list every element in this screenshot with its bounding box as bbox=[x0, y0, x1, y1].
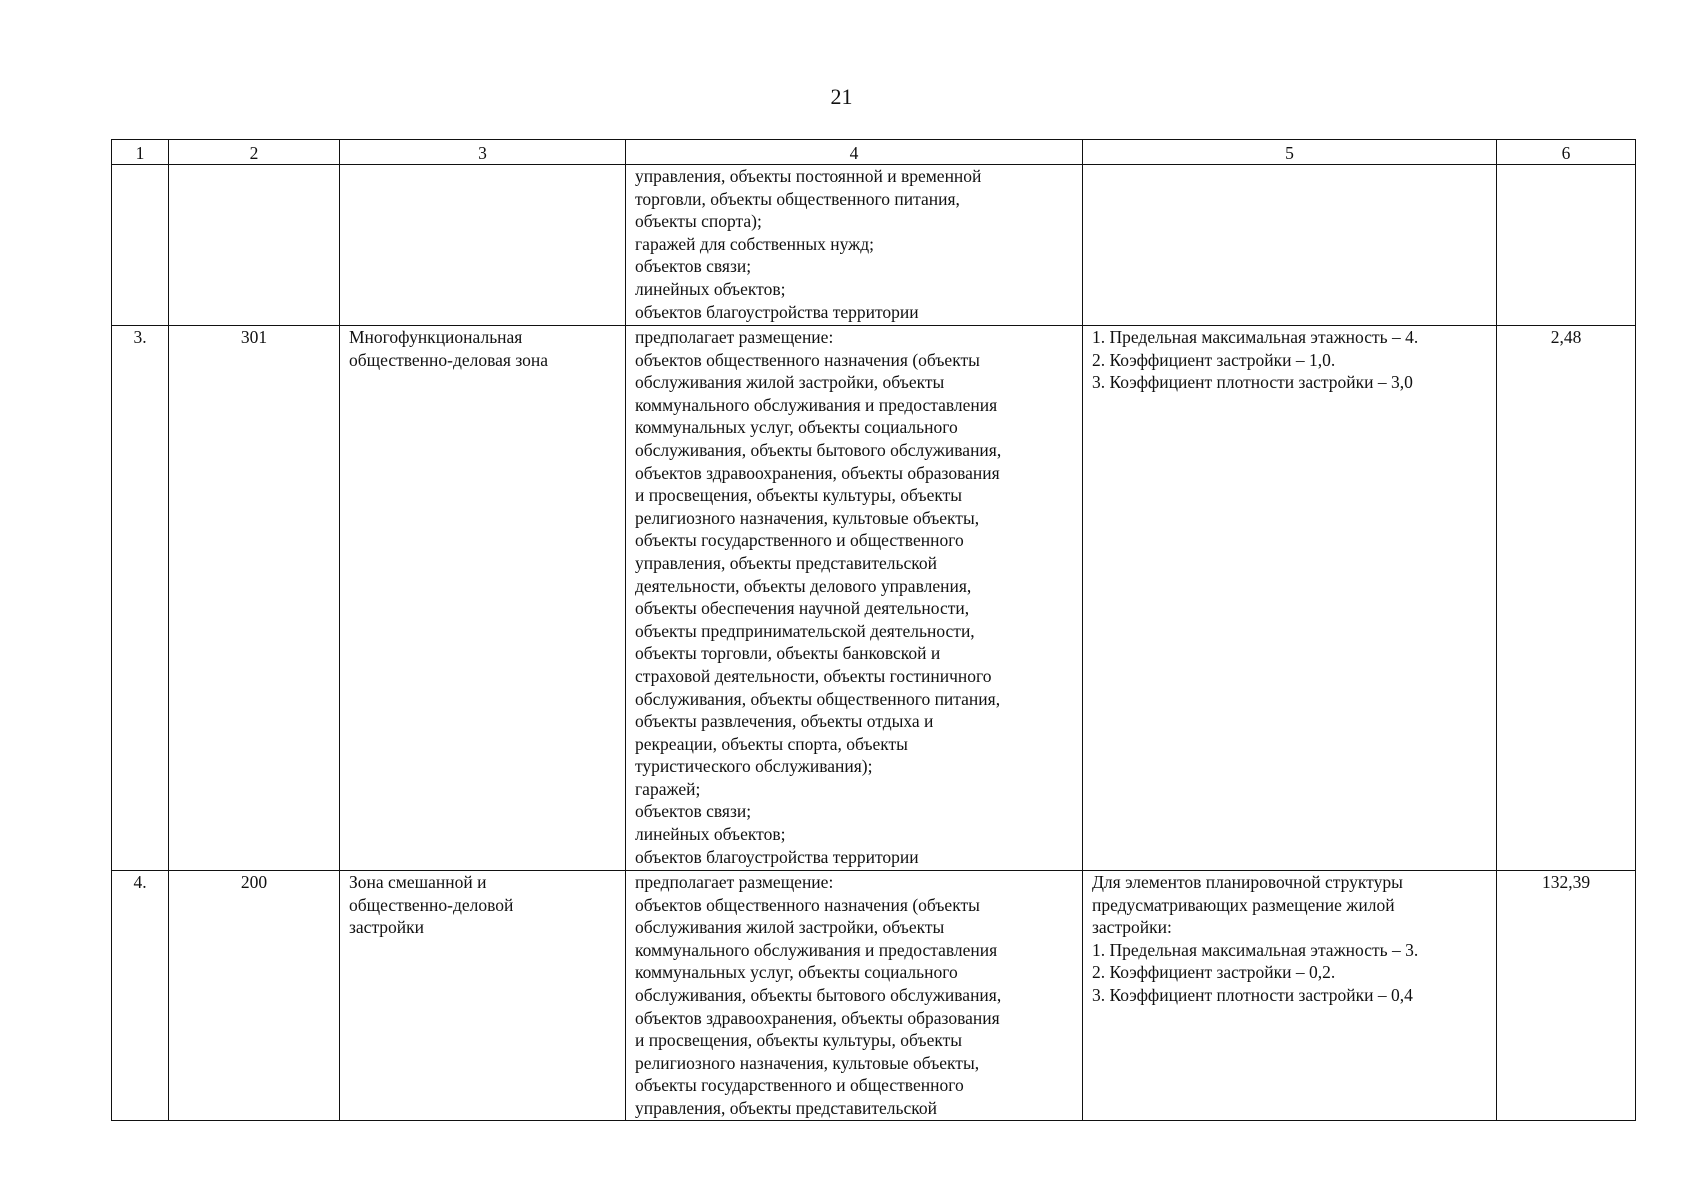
table-body bbox=[112, 165, 1636, 1121]
header-col-5: 5 bbox=[1083, 140, 1497, 165]
parameters-cell-line: Для элементов планировочной структуры bbox=[1092, 872, 1403, 892]
permitted-uses-cell-line: обслуживания, объекты бытового обслуживания, bbox=[635, 439, 1002, 460]
zone-name-cell-line: Зона смешанной и bbox=[349, 872, 487, 892]
permitted-uses-cell-line: предполагает размещение: bbox=[635, 327, 834, 347]
permitted-uses-cell-line: управления, объекты постоянной и временной bbox=[635, 166, 982, 186]
parameters-cell-line: предусматривающих размещение жилой bbox=[1092, 894, 1395, 915]
parameters-cell-line: 2. Коэффициент застройки – 0,2. bbox=[1092, 962, 1336, 983]
permitted-uses-cell-line: обслуживания жилой застройки, объекты bbox=[635, 372, 945, 393]
table-row bbox=[112, 326, 1636, 871]
row-number-cell bbox=[112, 165, 169, 326]
zone-name-cell-line: застройки bbox=[349, 917, 425, 938]
permitted-uses-cell bbox=[626, 165, 1083, 326]
permitted-uses-cell-line: и просвещения, объекты культуры, объекты bbox=[635, 1030, 963, 1051]
table-row bbox=[112, 871, 1636, 1121]
parameters-cell bbox=[1083, 165, 1497, 326]
permitted-uses-cell-line: религиозного назначения, культовые объекты, bbox=[635, 1052, 980, 1073]
permitted-uses-cell-line: страховой деятельности, объекты гостиничного bbox=[635, 665, 992, 686]
permitted-uses-cell-line: объектов благоустройства территории bbox=[635, 846, 919, 867]
zone-name-cell-line: Многофункциональная bbox=[349, 327, 523, 347]
permitted-uses-cell-line: коммунальных услуг, объекты социального bbox=[635, 962, 958, 983]
zone-name-cell-line: общественно-деловая зона bbox=[349, 349, 549, 370]
zone-name-cell bbox=[340, 165, 626, 326]
permitted-uses-cell-line: управления, объекты представительской bbox=[635, 1097, 937, 1118]
parameters-cell-line: 2. Коэффициент застройки – 1,0. bbox=[1092, 349, 1336, 370]
permitted-uses-cell-line: туристического обслуживания); bbox=[635, 756, 873, 777]
area-cell bbox=[1497, 165, 1636, 326]
permitted-uses-cell-line: деятельности, объекты делового управления, bbox=[635, 575, 972, 596]
permitted-uses-cell-line: объекты спорта); bbox=[635, 211, 762, 232]
permitted-uses-cell-line: гаражей для собственных нужд; bbox=[635, 233, 875, 254]
permitted-uses-cell-line: обслуживания жилой застройки, объекты bbox=[635, 917, 945, 938]
permitted-uses-cell-line: объекты государственного и общественного bbox=[635, 1075, 964, 1096]
zone-code-cell bbox=[169, 165, 340, 326]
permitted-uses-cell-line: рекреации, объекты спорта, объекты bbox=[635, 733, 908, 754]
permitted-uses-cell-line: объекты развлечения, объекты отдыха и bbox=[635, 711, 934, 732]
area-cell: 132,39 bbox=[1497, 871, 1636, 1121]
header-col-1: 1 bbox=[112, 140, 169, 165]
permitted-uses-cell-line: гаражей; bbox=[635, 778, 701, 799]
header-row bbox=[112, 140, 1636, 165]
permitted-uses-cell-line: объектов здравоохранения, объекты образования bbox=[635, 1007, 1000, 1028]
page-number: 21 bbox=[830, 84, 853, 109]
permitted-uses-cell-line: объекты торговли, объекты банковской и bbox=[635, 643, 941, 664]
permitted-uses-cell-line: торговли, объекты общественного питания, bbox=[635, 188, 960, 209]
area-cell: 2,48 bbox=[1497, 326, 1636, 871]
parameters-cell-line: 3. Коэффициент плотности застройки – 3,0 bbox=[1092, 372, 1413, 393]
row-number-cell: 4. bbox=[112, 871, 169, 1121]
permitted-uses-cell-line: объекты обеспечения научной деятельности, bbox=[635, 598, 970, 619]
permitted-uses-cell-line: объектов связи; bbox=[635, 256, 752, 277]
permitted-uses-cell-line: религиозного назначения, культовые объекты, bbox=[635, 507, 980, 528]
parameters-cell-line: 1. Предельная максимальная этажность – 4. bbox=[1092, 327, 1419, 347]
permitted-uses-cell-line: обслуживания, объекты бытового обслуживания, bbox=[635, 984, 1002, 1005]
zone-name-cell bbox=[340, 871, 626, 1121]
zone-code-cell: 200 bbox=[169, 871, 340, 1121]
permitted-uses-cell-line: коммунальных услуг, объекты социального bbox=[635, 417, 958, 438]
permitted-uses-cell-line: объектов общественного назначения (объекты bbox=[635, 349, 980, 370]
permitted-uses-cell-line: объектов здравоохранения, объекты образования bbox=[635, 462, 1000, 483]
permitted-uses-cell-line: объекты предпринимательской деятельности, bbox=[635, 620, 975, 641]
row-number-cell: 3. bbox=[112, 326, 169, 871]
permitted-uses-cell bbox=[626, 326, 1083, 871]
parameters-cell-line: 1. Предельная максимальная этажность – 3. bbox=[1092, 939, 1419, 960]
permitted-uses-cell-line: и просвещения, объекты культуры, объекты bbox=[635, 485, 963, 506]
permitted-uses-cell-line: объектов благоустройства территории bbox=[635, 301, 919, 322]
zone-code-cell: 301 bbox=[169, 326, 340, 871]
table-row bbox=[112, 165, 1636, 326]
header-col-2: 2 bbox=[169, 140, 340, 165]
header-col-3: 3 bbox=[340, 140, 626, 165]
permitted-uses-cell-line: линейных объектов; bbox=[635, 278, 786, 299]
parameters-cell-line: застройки: bbox=[1092, 917, 1172, 938]
permitted-uses-cell-line: линейных объектов; bbox=[635, 824, 786, 845]
parameters-cell bbox=[1083, 871, 1497, 1121]
permitted-uses-cell-line: объекты государственного и общественного bbox=[635, 530, 964, 551]
zone-name-cell bbox=[340, 326, 626, 871]
parameters-cell-line: 3. Коэффициент плотности застройки – 0,4 bbox=[1092, 984, 1413, 1005]
header-col-4: 4 bbox=[626, 140, 1083, 165]
zone-name-cell-line: общественно-деловой bbox=[349, 894, 514, 915]
permitted-uses-cell-line: управления, объекты представительской bbox=[635, 552, 937, 573]
parameters-cell bbox=[1083, 326, 1497, 871]
permitted-uses-cell bbox=[626, 871, 1083, 1121]
permitted-uses-cell-line: объектов связи; bbox=[635, 801, 752, 822]
permitted-uses-cell-line: объектов общественного назначения (объекты bbox=[635, 894, 980, 915]
zones-table bbox=[111, 139, 1636, 1121]
header-col-6: 6 bbox=[1497, 140, 1636, 165]
permitted-uses-cell-line: коммунального обслуживания и предоставления bbox=[635, 939, 998, 960]
permitted-uses-cell-line: предполагает размещение: bbox=[635, 872, 834, 892]
permitted-uses-cell-line: коммунального обслуживания и предоставления bbox=[635, 394, 998, 415]
permitted-uses-cell-line: обслуживания, объекты общественного питания, bbox=[635, 688, 1001, 709]
